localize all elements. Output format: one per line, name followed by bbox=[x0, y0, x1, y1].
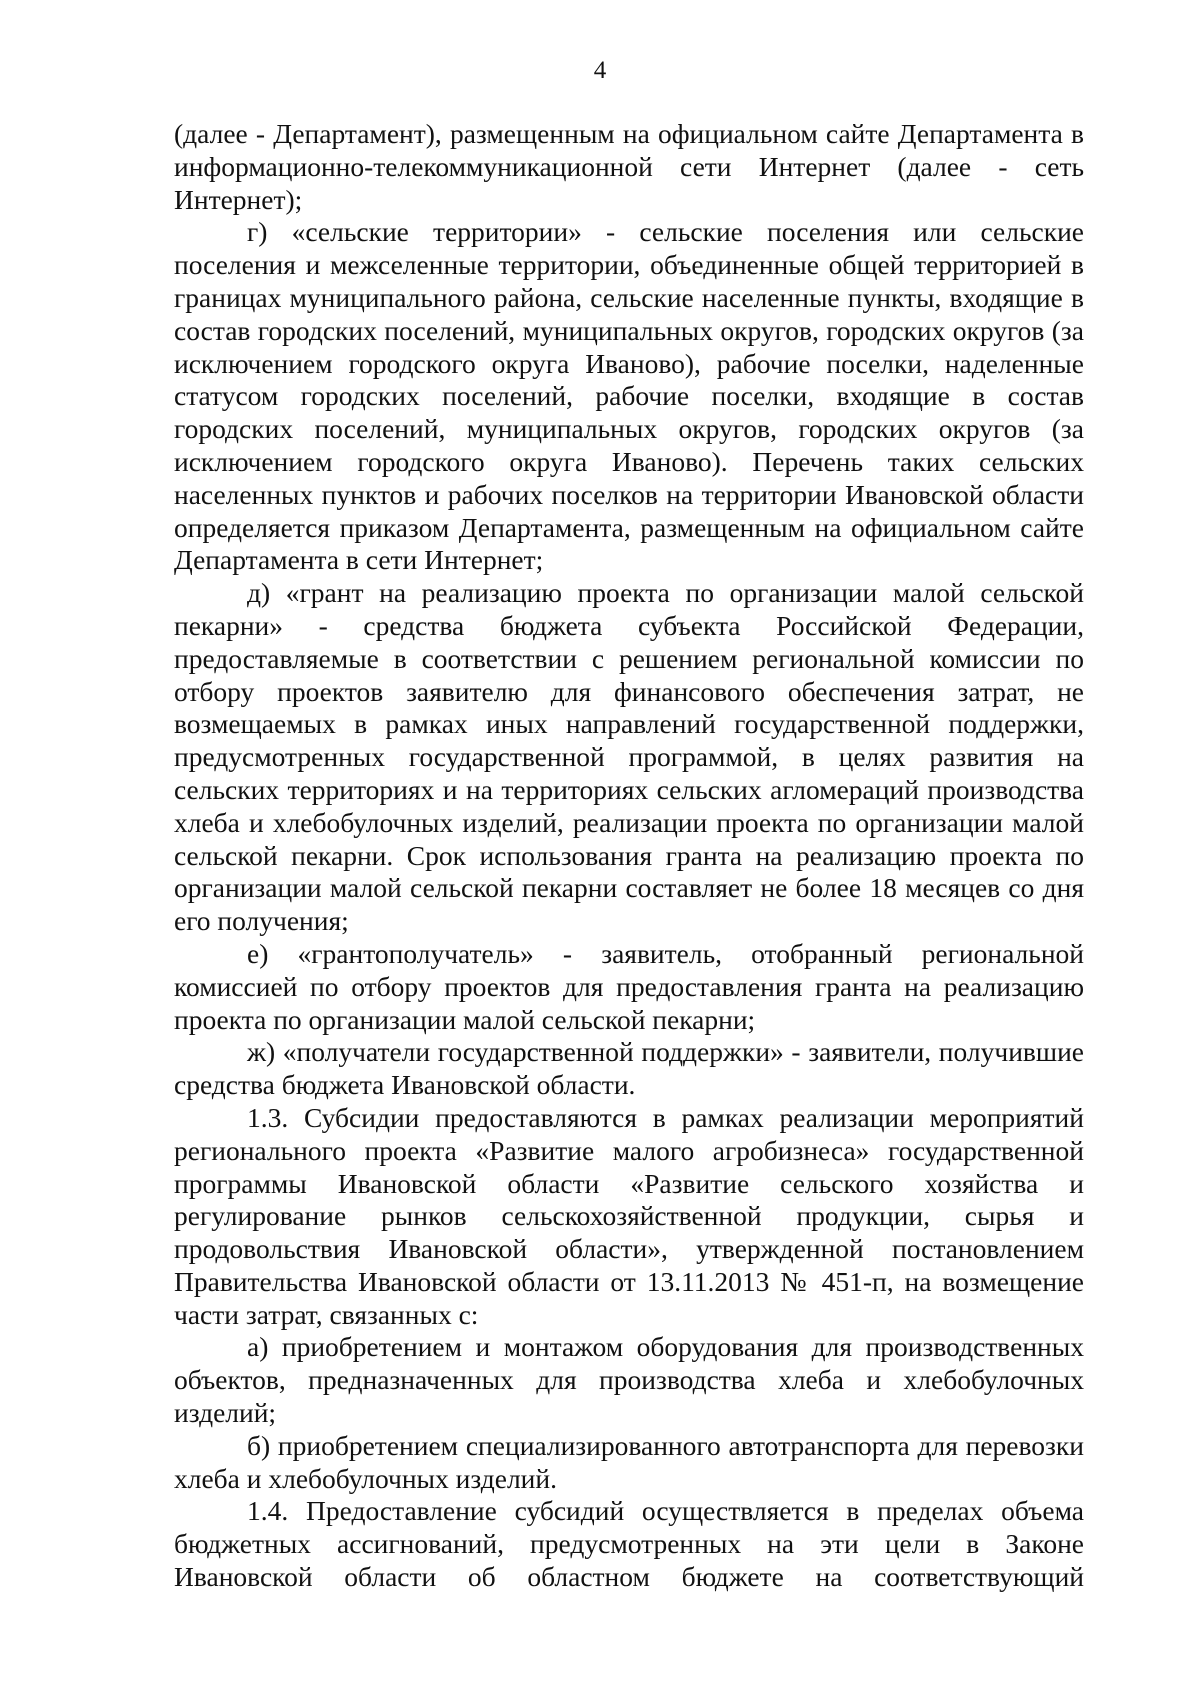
paragraph-item-d: д) «грант на реализацию проекта по организации малой сельской пекарни» - средства бюджета субъекта Российской Федерации, предоставляемые в соответствии с решением региональной комиссии по отбору проектов заявителю для финансового обеспечения затрат, не возмещаемых в рамках иных направлений государственной поддержки, предусмотренных государственной программой, в целях развития на сельских территориях и на территориях сельских агломераций производства хлеба и хлебобулочных изделий, реализации проекта по организации малой сельской пекарни. Срок использования гранта на реализацию проекта по организации малой сельской пекарни составляет не более 18 месяцев со дня его получения; bbox=[174, 577, 1084, 937]
page-number: 4 bbox=[593, 57, 607, 84]
paragraph-item-g: г) «сельские территории» - сельские поселения или сельские поселения и межселенные территории, объединенные общей территорией в границах муниципального района, сельские населенные пункты, входящие в состав городских поселений, муниципальных округов, городских округов (за исключением городского округа Иваново), рабочие поселки, наделенные статусом городских поселений, рабочие поселки, входящие в состав городских поселений, муниципальных округов, городских округов (за исключением городского округа Иваново). Перечень таких сельских населенных пунктов и рабочих поселков на территории Ивановской области определяется приказом Департамента, размещенным на официальном сайте Департамента в сети Интернет; bbox=[174, 216, 1084, 576]
paragraph-item-zh: ж) «получатели государственной поддержки» - заявители, получившие средства бюджета Ивановской области. bbox=[174, 1036, 1084, 1101]
paragraph-item-e: е) «грантополучатель» - заявитель, отобранный региональной комиссией по отбору проектов для предоставления гранта на реализацию проекта по организации малой сельской пекарни; bbox=[174, 937, 1084, 1035]
paragraph-item-a: а) приобретением и монтажом оборудования для производственных объектов, предназначенных для производства хлеба и хлебобулочных изделий; bbox=[174, 1331, 1084, 1429]
document-body bbox=[174, 118, 1084, 1594]
paragraph-item-b: б) приобретением специализированного автотранспорта для перевозки хлеба и хлебобулочных изделий. bbox=[174, 1429, 1084, 1494]
paragraph-clause-1-3: 1.3. Субсидии предоставляются в рамках реализации мероприятий регионального проекта «Развитие малого агробизнеса» государственной программы Ивановской области «Развитие сельского хозяйства и регулирование рынков сельскохозяйственной продукции, сырья и продовольствия Ивановской области», утвержденной постановлением Правительства Ивановской области от 13.11.2013 № 451-п, на возмещение части затрат, связанных с: bbox=[174, 1101, 1084, 1330]
paragraph-continuation: (далее - Департамент), размещенным на официальном сайте Департамента в информационно-телекоммуникационной сети Интернет (далее - сеть Интернет); bbox=[174, 118, 1084, 215]
paragraph-clause-1-4: 1.4. Предоставление субсидий осуществляется в пределах объема бюджетных ассигнований, предусмотренных на эти цели в Законе Ивановской области об областном бюджете на соответствующий bbox=[174, 1495, 1084, 1593]
